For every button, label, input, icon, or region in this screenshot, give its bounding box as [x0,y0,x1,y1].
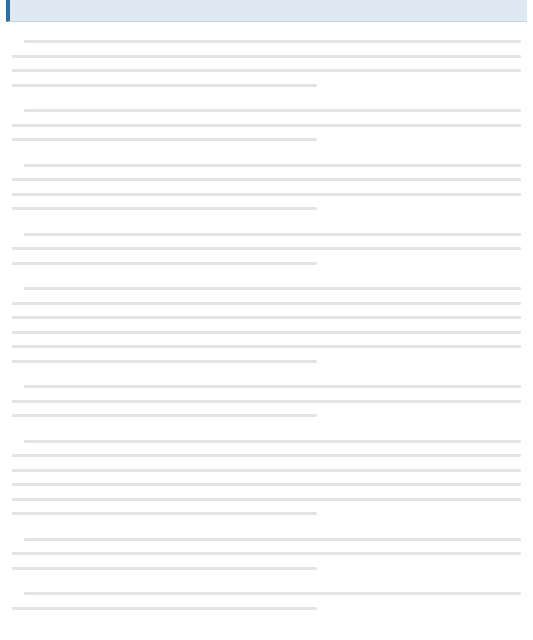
paragraph-1 [12,103,521,147]
paragraph-text [12,434,521,521]
paragraph-text [12,586,521,615]
section-title [18,4,108,18]
paragraph-text [12,281,521,368]
paragraph-text [12,532,521,576]
paragraph-text [12,227,521,271]
document-body [6,22,527,615]
section-header [6,0,527,22]
paragraph-text [12,379,521,423]
paragraph-2 [12,158,521,216]
paragraph-6 [12,434,521,521]
paragraph-text [12,158,521,216]
paragraph-4 [12,281,521,368]
paragraph-8 [12,586,521,615]
paragraph-7 [12,532,521,576]
paragraph-intro [12,34,521,92]
paragraph-text [12,103,521,147]
paragraph-5 [12,379,521,423]
paragraph-3 [12,227,521,271]
paragraph-text [12,34,521,92]
